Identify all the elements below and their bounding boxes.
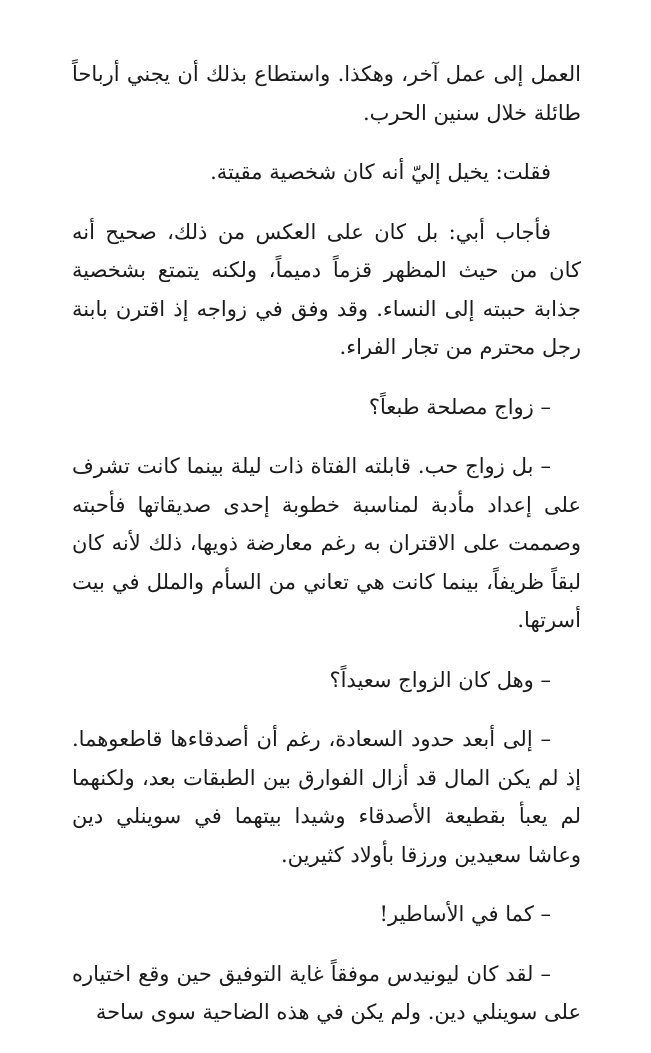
book-page: [72, 55, 581, 1053]
paragraph-2: فقلت: يخيل إليّ أنه كان شخصية مقيتة.: [210, 160, 551, 184]
dialogue-line-5: – كما في الأساطير!: [379, 902, 551, 926]
dialogue-line-1: – زواج مصلحة طبعاً؟: [368, 394, 551, 419]
dialogue-line-3: – وهل كان الزواج سعيداً؟: [329, 667, 551, 692]
dialogue-line-2: – بل زواج حب. قابلته الفتاة ذات ليلة بينما كانت تشرف على إعداد مأدبة لمناسبة خطوبة إحدى صديقاتها فأحبته وصممت على الاقتران به رغم معارضة ذويها، ذلك لأنه كان لبقاً ظريفاً، بينما كانت هي تعاني من السأم والملل في بيت أسرتها.: [72, 454, 581, 632]
paragraph-1: العمل إلى عمل آخر، وهكذا. واستطاع بذلك أن يجني أرباحاً طائلة خلال سنين الحرب.: [72, 62, 581, 125]
dialogue-line-4: – إلى أبعد حدود السعادة، رغم أن أصدقاءها قاطعوهما. إذ لم يكن المال قد أزال الفوارق بين الطبقات بعد، ولكنهما لم يعبأ بقطيعة الأصدقاء وشيدا بيتهما في سوينلي دين وعاشا سعيدين ورزقا بأولاد كثيرين.: [72, 727, 581, 867]
paragraph-3: فأجاب أبي: بل كان على العكس من ذلك، صحيح أنه كان من حيث المظهر قزماً دميماً، ولكنه يتمتع بشخصية جذابة حببته إلى النساء. وقد وفق في زواجه إذ اقترن بابنة رجل محترم من تجار الفراء.: [72, 219, 581, 359]
dialogue-line-6: – لقد كان ليونيدس موفقاً غاية التوفيق حين وقع اختياره على سوينلي دين. ولم يكن في هذه الضاحية سوى ساحة: [72, 961, 581, 1024]
